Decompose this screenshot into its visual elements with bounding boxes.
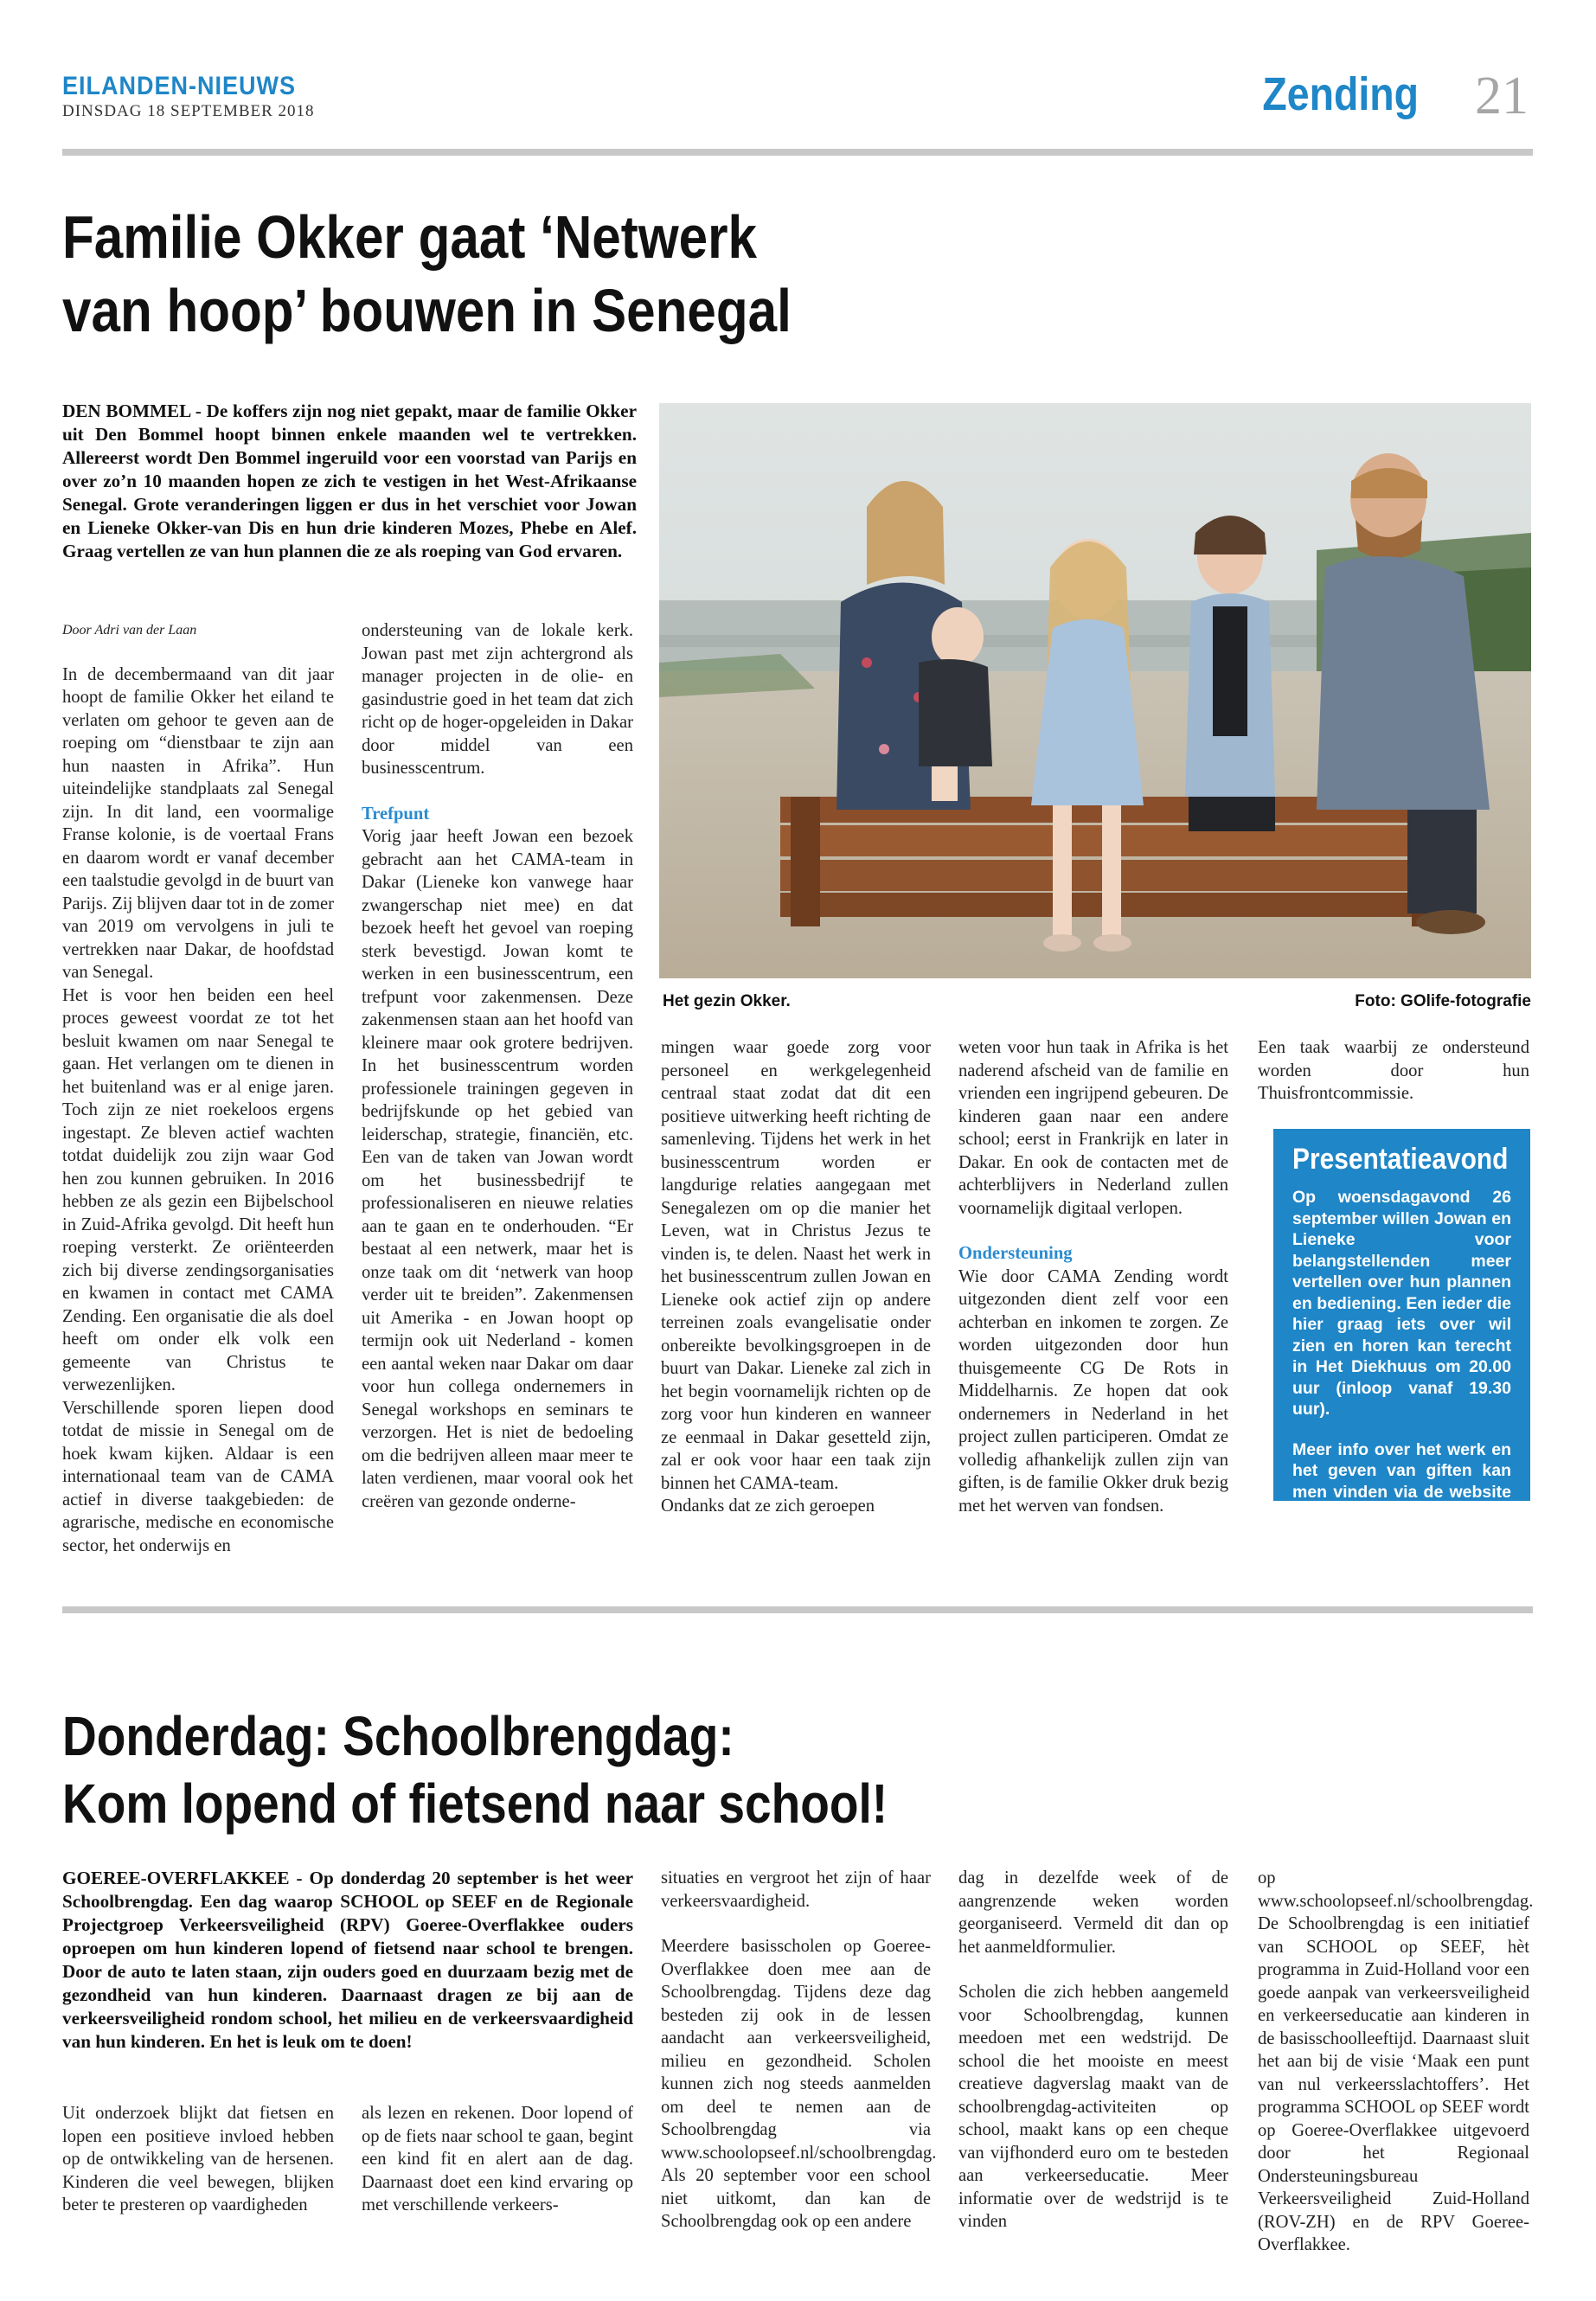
subheading-ondersteuning: Ondersteuning — [958, 1244, 1073, 1263]
info-box-paragraph: Op woensdagavond 26 september willen Jowan en Lieneke voor belangstellenden meer vertellen over hun plannen en bediening. Een ieder die hier graag iets over wil zien en horen kan terecht in Het Diekhuus om 20.00 uur (inloop vanaf 19.30 uur). — [1292, 1188, 1511, 1419]
paragraph: Uit onderzoek blijkt dat fietsen en lopen een positieve invloed hebben op de ontwikkeling van de hersenen. Kinderen die veel bewegen, blijken beter te presteren op vaardigheden — [62, 2104, 334, 2214]
paragraph: Ondanks dat ze zich geroepen — [661, 1497, 875, 1516]
article2-column-2 — [362, 2102, 633, 2217]
info-box-presentatieavond — [1273, 1129, 1530, 1522]
paragraph: dag in dezelfde week of de aangrenzende weken worden georganiseerd. Vermeld dit dan op het aanmeldformulier. — [958, 1868, 1228, 1957]
subheading-trefpunt: Trefpunt — [362, 804, 430, 824]
article-divider — [62, 1606, 1533, 1613]
article1-column-2 — [362, 619, 633, 1513]
article1-column-5 — [1258, 1036, 1529, 1106]
section-title: Zending — [1262, 68, 1419, 120]
article1-column-3 — [661, 1036, 931, 1518]
article1-headline-line1: Familie Okker gaat ‘Netwerk — [62, 203, 758, 271]
paragraph: situaties en vergroot het zijn of haar verkeersvaardigheid. — [661, 1868, 931, 1911]
paragraph: Het is voor hen beiden een heel proces geweest voordat ze tot het besluit kwamen om naar Senegal te gaan. Het verlangen om te dienen in het buitenland was er al enige jaren. Toch zijn ze niet roekeloos ergens ingestapt. Ze bleven actief wachten totdat duidelijk zou zijn waar God hen zou kunnen gebruiken. In 2016 hebben ze als gezin een Bijbelschool in Zuid-Afrika gevolgd. Dit heeft hun roeping versterkt. Ze oriënteerden zich bij diverse zendingsorganisaties en kwamen in contact met CAMA Zending. Een organisatie die als doel heeft om onder elk volk een gemeente van Christus te verwezenlijken. — [62, 985, 334, 1394]
paragraph: In de decembermaand van dit jaar hoopt de familie Okker het eiland te verlaten om gehoor te geven aan de roeping om “dienstbaar te zijn aan hun naasten in Afrika”. Hun uiteindelijke standplaats zal Senegal zijn. In dit land, een voormalige Franse kolonie, is de voertaal Frans en daarom wordt er vanaf december een taalstudie gevolgd in de buurt van Parijs. Zij blijven daar tot in de zomer van 2019 om vervolgens in juli te vertrekken naar Dakar, de hoofdstad van Senegal. — [62, 664, 334, 982]
paragraph: Vorig jaar heeft Jowan een bezoek gebracht aan het CAMA-team in Dakar (Lieneke kon vanwege haar zwangerschap niet mee) en dat bezoek heeft het gevoel van roeping sterk bevestigd. Jowan komt te werken in een businesscentrum, een trefpunt voor zakenmensen. Deze zakenmensen staan aan het hoofd van kleinere maar ook grotere bedrijven. In het businesscentrum worden professionele trainingen gegeven in bedrijfskunde op het gebied van leiderschap, strategie, financiën, etc. Een van de taken van Jowan wordt om het businessbedrijf te professionaliseren en nieuwe relaties aan te gaan en te onderhouden. “Er bestaat al een netwerk, maar het is onze taak om dit ‘netwerk van hoop verder uit te breiden”. Zakenmensen uit Amerika - en Jowan hoopt op termijn ook uit Nederland - komen een aantal weken naar Dakar om daar voor hun collega ondernemers in Senegal workshops en seminars te verzorgen. Het is niet de bedoeling om die bedrijven alleen maar meer te laten verdienen, maar vooral ook het creëren van gezonde onderne- — [362, 827, 633, 1511]
photo-credit: Foto: GOlife-fotografie — [1355, 992, 1531, 1010]
paragraph: Scholen die zich hebben aangemeld voor Schoolbrengdag, kunnen meedoen met een wedstrijd. De school die het mooiste en meest creatieve dagverslag maakt van de schoolbrengdag-activiteiten op school, maakt kans op een cheque van vijfhonderd euro om te besteden aan verkeerseducatie. Meer informatie over de wedstrijd is te vinden — [958, 1983, 1228, 2231]
paragraph: Een taak waarbij ze ondersteund worden door hun Thuisfrontcommissie. — [1258, 1038, 1529, 1103]
paragraph: Meerdere basisscholen op Goeree-Overflakkee doen mee aan de Schoolbrengdag. Tijdens deze dag besteden zij ook in de lessen aandacht aan verkeersveiligheid, milieu en gezondheid. Scholen kunnen zich nog steeds aanmelden om deel te nemen aan de Schoolbrengdag via www.schoolopseef.nl/schoolbrengdag. Als 20 september voor een school niet uitkomt, dan kan de Schoolbrengdag ook op een andere — [661, 1937, 937, 2231]
article2-column-5 — [1258, 1867, 1534, 2257]
paragraph: weten voor hun taak in Afrika is het naderend afscheid van de familie en vrienden een ingrijpend gebeuren. De kinderen gaan naar een andere school; eerst in Frankrijk en later in Dakar. En ook de contacten met de achterblijvers in Nederland zullen voornamelijk digitaal verlopen. — [958, 1038, 1228, 1218]
paragraph: op www.schoolopseef.nl/schoolbrengdag. — [1258, 1868, 1534, 1911]
paragraph: mingen waar goede zorg voor personeel en werkgelegenheid centraal staat zodat dat dit een positieve uitwerking heeft richting de samenleving. Tijdens het werk in het businesscentrum worden er langdurige relaties aangegaan met Senegalezen om op die manier het Leven, wat in Christus Jezus te vinden is, te delen. Naast het werk in het businesscentrum zullen Jowan en Lieneke ook actief zijn op andere terreinen zoals evangelisatie onder onbereikte bevolkingsgroepen in de buurt van Dakar. Lieneke zal zich in het begin voornamelijk richten op de zorg voor hun kinderen en wanneer ze eenmaal in Dakar gesetteld zijn, zal er ook voor haar een taak zijn binnen het CAMA-team. — [661, 1038, 931, 1493]
family-photo-illustration — [659, 403, 1531, 978]
paragraph: Wie door CAMA Zending wordt uitgezonden dient zelf voor een achterban en inkomen te zorgen. Ze worden uitgezonden door hun thuisgemeente CG De Rots in Middelharnis. Ze hopen dat ook ondernemers in Nederland in het project zullen participeren. Omdat ze volledig afhankelijk zullen zijn van giften, is de familie Okker druk bezig met het werven van fondsen. — [958, 1266, 1228, 1516]
photo-caption: Het gezin Okker. — [663, 992, 791, 1010]
family-photo — [659, 403, 1531, 978]
article1-lead: DEN BOMMEL - De koffers zijn nog niet gepakt, maar de familie Okker uit Den Bommel hoopt binnen enkele maanden wel te vertrekken. Allereerst wordt Den Bommel ingeruild voor een voorstad van Parijs en over zo’n 10 maanden hopen ze zich te vestigen in het West-Afrikaanse Senegal. Grote veranderingen liggen er dus in het verschiet voor Jowan en Lieneke Okker-van Dis en hun drie kinderen Mozes, Phebe en Alef. Graag vertellen ze van hun plannen die ze als roeping van God ervaren. — [62, 401, 637, 561]
paragraph: Verschillende sporen liepen dood totdat de missie in Senegal om de hoek kwam kijken. Aldaar is een internationaal team van de CAMA actief in diverse taakgebieden: de agrarische, medische en economische sector, het onderwijs en — [62, 1398, 334, 1555]
publication-date: DINSDAG 18 SEPTEMBER 2018 — [62, 102, 315, 120]
byline: Door Adri van der Laan — [62, 623, 197, 638]
article1-headline — [62, 201, 1178, 349]
article2-column-4 — [958, 1867, 1228, 2234]
info-box-paragraph: Meer info over het werk en het geven van giften kan men vinden via de website www.okkernotes.com — [1292, 1439, 1511, 1522]
paragraph: ondersteuning van de lokale kerk. Jowan past met zijn achtergrond als manager projecten in de olie- en gasindustrie goed in het team dat zich richt op de hoger-opgeleiden in Dakar door middel van een businesscentrum. — [362, 621, 633, 778]
top-divider — [62, 149, 1533, 156]
article2-column-1 — [62, 2102, 334, 2217]
article1-column-4 — [958, 1036, 1228, 1517]
paragraph: De Schoolbrengdag is een initiatief van SCHOOL op SEEF, hèt programma in Zuid-Holland voor een goede aanpak van verkeersveiligheid en verkeerseducatie aan kinderen in de basisschoolleeftijd. Daarnaast sluit het aan bij de visie ‘Maak een punt van nul verkeersslachtoffers’. Het programma SCHOOL op SEEF wordt op Goeree-Overflakkee uitgevoerd door het Regionaal Ondersteuningsbureau Verkeersveiligheid Zuid-Holland (ROV-ZH) en de RPV Goeree-Overflakkee. — [1258, 1914, 1529, 2254]
article2-column-3 — [661, 1867, 937, 2234]
masthead: EILANDEN-NIEUWS — [62, 71, 296, 100]
page-number: 21 — [1475, 67, 1529, 125]
article1-column-1 — [62, 619, 334, 1557]
article2-headline-line1: Donderdag: Schoolbrengdag: — [62, 1705, 734, 1767]
article2-headline-line2: Kom lopend of fietsend naar school! — [62, 1772, 888, 1836]
info-box-title: Presentatieavond — [1292, 1143, 1509, 1176]
article1-headline-line2: van hoop’ bouwen in Senegal — [62, 277, 792, 345]
article2-headline — [62, 1702, 1178, 1837]
paragraph: als lezen en rekenen. Door lopend of op de fiets naar school te gaan, begint een kind fit en alert aan de dag. Daarnaast doet een kind ervaring op met verschillende verkeers- — [362, 2104, 633, 2214]
article2-lead: GOEREE-OVERFLAKKEE - Op donderdag 20 september is het weer Schoolbrengdag. Een dag waarop SCHOOL op SEEF en de Regionale Projectgroep Verkeersveiligheid (RPV) Goeree-Overflakkee ouders oproepen om hun kinderen lopend of fietsend naar school te brengen. Door de auto te laten staan, zijn ouders goed en duurzaam bezig met de gezondheid van hun kinderen. Daarnaast dragen ze bij aan de verkeersveiligheid rondom school, het milieu en de verkeersvaardigheid van hun kinderen. En het is leuk om te doen! — [62, 1868, 633, 2052]
